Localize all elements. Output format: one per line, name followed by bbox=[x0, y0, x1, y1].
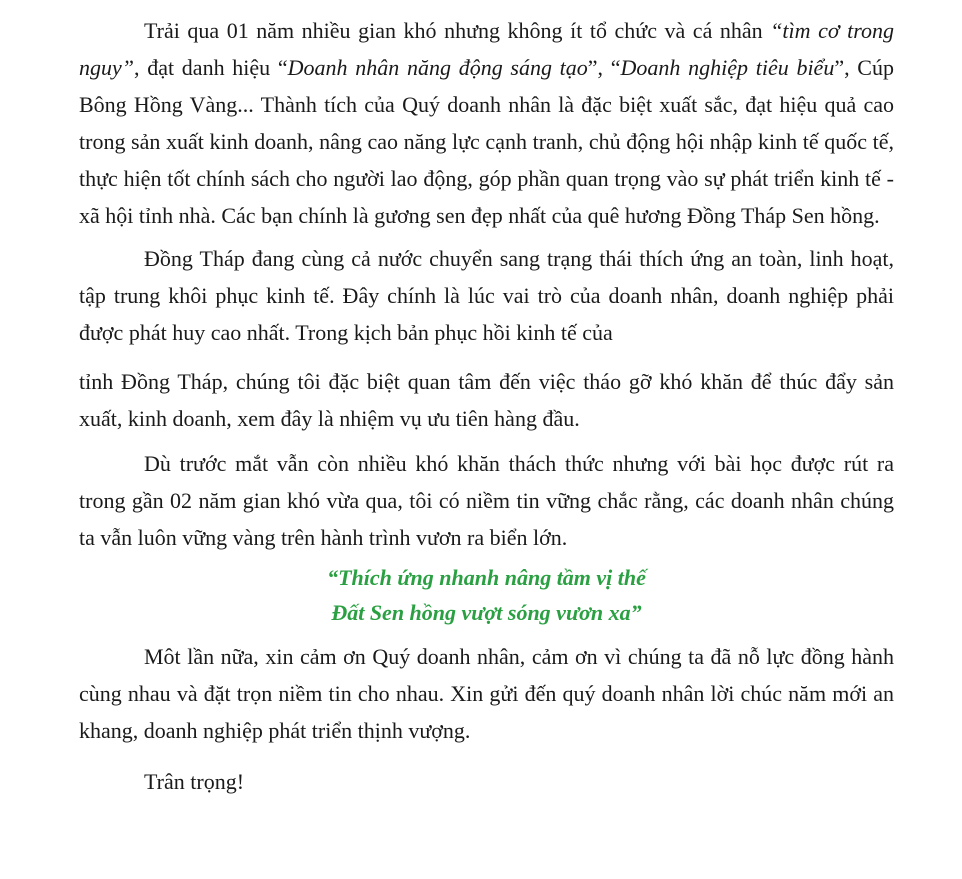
slogan bbox=[79, 560, 894, 630]
slogan-line-2: Đất Sen hồng vượt sóng vươn xa” bbox=[331, 600, 642, 625]
paragraph-achievements-text-2: , đạt danh hiệu “ bbox=[134, 55, 288, 80]
closing-line: Trân trọng! bbox=[144, 769, 245, 794]
paragraph-recovery-continued: tỉnh Đồng Tháp, chúng tôi đặc biệt quan tâm đến việc tháo gỡ khó khăn để thúc đẩy sản xuất, kinh doanh, xem đây là nhiệm vụ ưu tiên hàng đầu. bbox=[79, 369, 894, 431]
paragraph-recovery: Đồng Tháp đang cùng cả nước chuyển sang trạng thái thích ứng an toàn, linh hoạt, tập trung khôi phục kinh tế. Đây chính là lúc vai trò của doanh nhân, doanh nghiệp phải được phát huy cao nhất. Trong kịch bản phục hồi kinh tế của bbox=[79, 246, 894, 345]
title-doanh-nghiep-tieu-bieu: Doanh nghiệp tiêu biểu bbox=[620, 55, 835, 80]
paragraph-achievements bbox=[79, 12, 894, 234]
paragraph-achievements-text-1: Trải qua 01 năm nhiều gian khó nhưng không ít tổ chức và cá nhân bbox=[144, 18, 771, 43]
paragraph-thanks: Môt lần nữa, xin cảm ơn Quý doanh nhân, cảm ơn vì chúng ta đã nỗ lực đồng hành cùng nhau và đặt trọn niềm tin cho nhau. Xin gửi đến quý doanh nhân lời chúc năm mới an khang, doanh nghiệp phát triển thịnh vượng. bbox=[79, 644, 894, 743]
paragraph-achievements-text-3: ”, “ bbox=[587, 55, 621, 80]
slogan-line-1: “Thích ứng nhanh nâng tầm vị thế bbox=[327, 565, 646, 590]
paragraph-achievements-text-4: ”, Cúp Bông Hồng Vàng... Thành tích của Quý doanh nhân là đặc biệt xuất sắc, đạt hiệu quả cao trong sản xuất kinh doanh, nâng cao năng lực cạnh tranh, chủ động hội nhập kinh tế quốc tế, thực hiện tốt chính sách cho người lao động, góp phần quan trọng vào sự phát triển kinh tế - xã hội tỉnh nhà. Các bạn chính là gương sen đẹp nhất của quê hương Đồng Tháp Sen hồng. bbox=[79, 55, 894, 228]
quote-tim-co-trong-nguy: “tìm cơ trong nguy” bbox=[79, 18, 894, 80]
document-page bbox=[79, 12, 894, 800]
paragraph-confidence: Dù trước mắt vẫn còn nhiều khó khăn thách thức nhưng với bài học được rút ra trong gần 02 năm gian khó vừa qua, tôi có niềm tin vững chắc rằng, các doanh nhân chúng ta vẫn luôn vững vàng trên hành trình vươn ra biển lớn. bbox=[79, 451, 894, 550]
title-doanh-nhan-nang-dong: Doanh nhân năng động sáng tạo bbox=[287, 55, 588, 80]
